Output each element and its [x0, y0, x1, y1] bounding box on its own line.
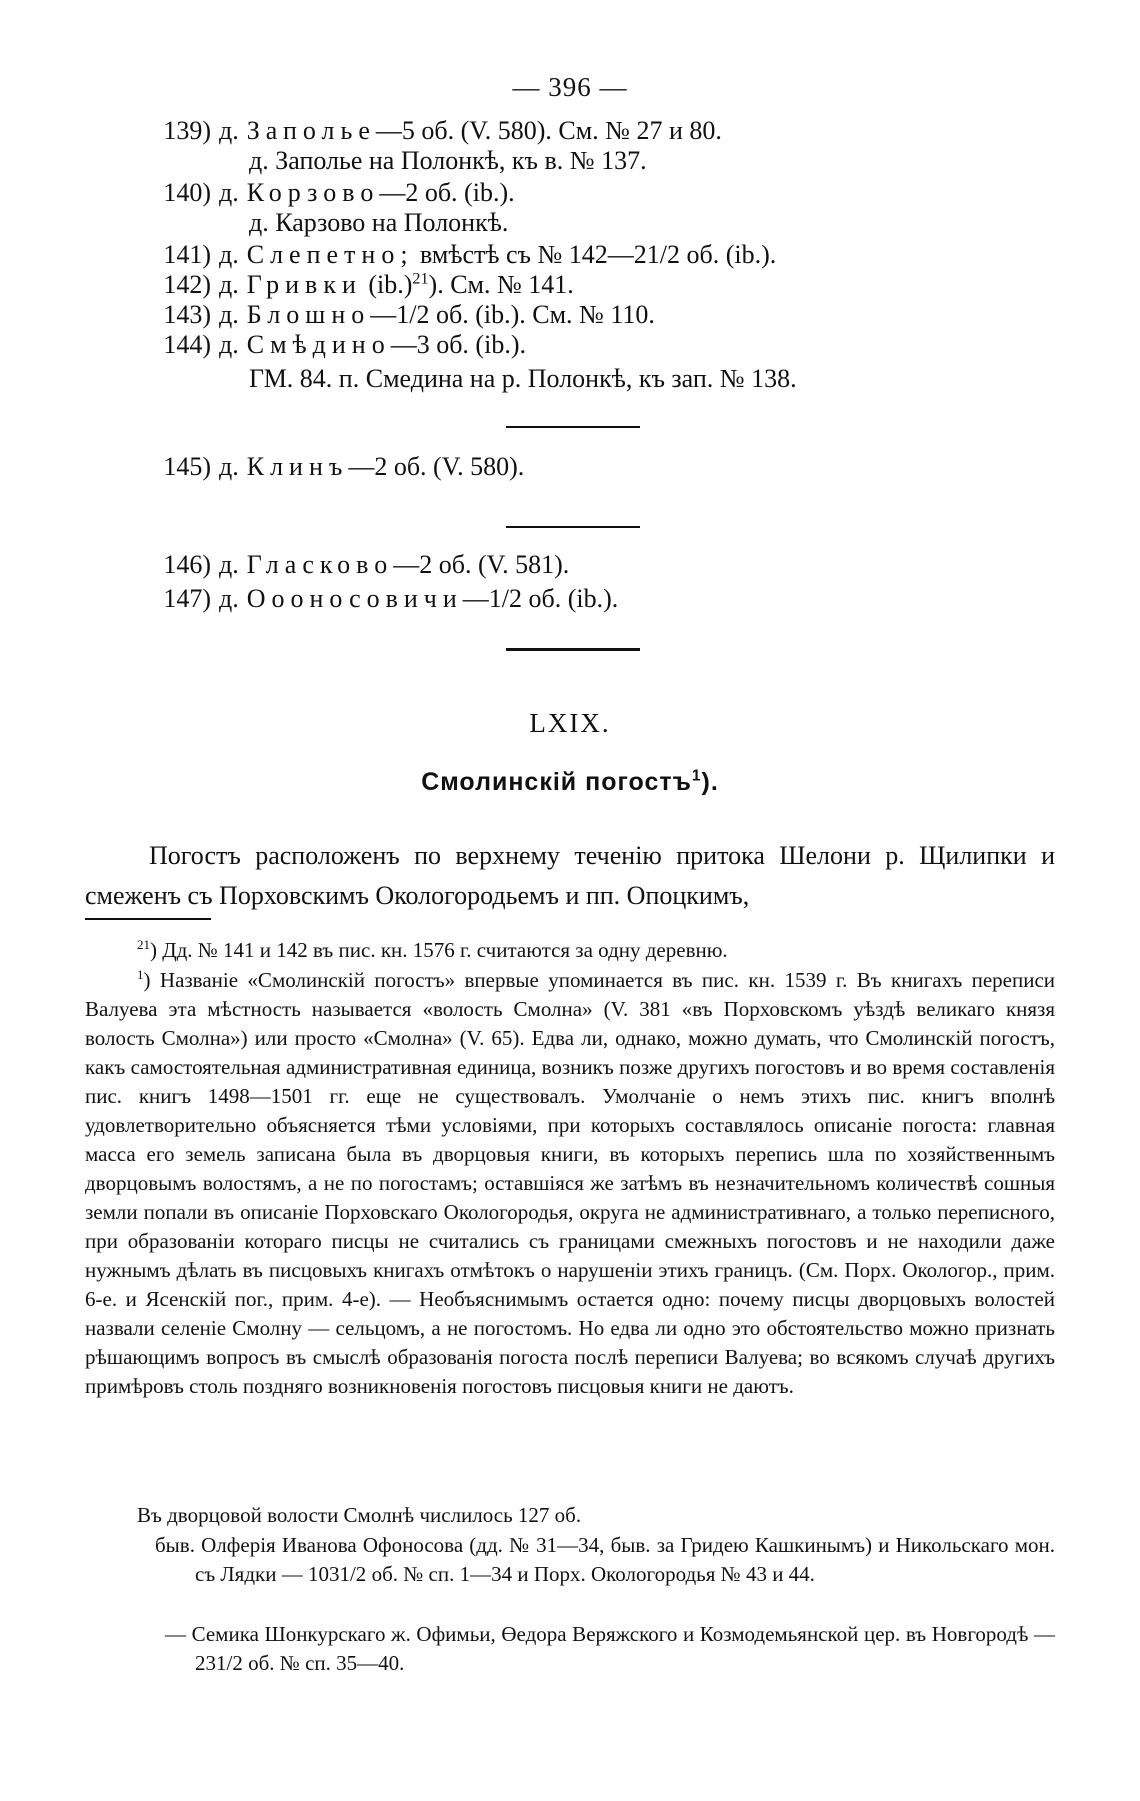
intro-paragraph: Погостъ расположенъ по верхнему теченію притока Шелони р. Щилипки и смеженъ съ Порховскимъ Окологородьемъ и пп. Опоцкимъ,	[85, 841, 1055, 910]
fraction: 1/2	[646, 240, 680, 269]
footnote-text-end: об. № сп. 35—40.	[242, 1651, 405, 1675]
entry-146	[135, 550, 569, 580]
entry-prefix: д.	[219, 550, 239, 579]
entry-prefix: д.	[219, 240, 239, 269]
entry-prefix: д.	[219, 584, 239, 613]
entry-detail: —2 об. (ib.).	[379, 178, 515, 207]
village-name: Блошно	[246, 300, 371, 329]
entry-detail: вмѣстѣ съ № 142—2	[413, 240, 647, 269]
fraction: 1/2	[216, 1651, 243, 1675]
entry-detail-end: об. (ib.). См. № 110.	[429, 300, 655, 329]
village-name: Корзово	[246, 178, 380, 207]
entry-prefix: д.	[219, 330, 239, 359]
footnote-paragraph: Въ дворцовой волости Смолнѣ числилось 127 об.	[137, 1503, 582, 1527]
footnote-separator	[85, 918, 211, 920]
fraction: 1/2	[396, 300, 430, 329]
entry-number: 145)	[163, 452, 211, 481]
footnote-list-item	[155, 1531, 1055, 1589]
footnote-text: быв. Олферія Иванова Офоносова (дд. № 31—34, быв. за Гридею Кашкинымъ) и Никольскаго мон. съ Лядки — 103	[155, 1533, 1055, 1586]
entry-140-note: д. Карзово на Полонкѣ.	[249, 208, 509, 237]
entry-139	[135, 116, 722, 146]
footnote-1	[85, 966, 1055, 1401]
entry-number: 140)	[163, 178, 211, 207]
entry-number: 141)	[163, 240, 211, 269]
entry-141	[135, 240, 776, 270]
page-number: — 396 —	[512, 72, 628, 102]
entry-number: 142)	[163, 270, 211, 299]
entry-number: 143)	[163, 300, 211, 329]
footnote-mark: 1	[137, 967, 144, 982]
entry-144-note: ГМ. 84. п. Смедина на р. Полонкѣ, къ зап. № 138.	[249, 364, 797, 393]
village-name: Оооносовичи	[246, 584, 463, 613]
entry-detail-end: об. (ib.).	[522, 584, 619, 613]
village-name: Слепетно;	[246, 240, 414, 269]
section-title	[0, 768, 1140, 797]
entry-detail: (ib.)	[361, 270, 413, 299]
entry-detail: —5 об. (V. 580). См. № 27 и 80.	[375, 116, 722, 145]
footnote-ref: 1	[691, 767, 702, 785]
footnote-ref: 21	[412, 270, 429, 288]
section-divider	[506, 648, 640, 651]
section-title-end: ).	[701, 768, 719, 796]
village-name: Клинъ	[246, 452, 349, 481]
footnote-text: — Семика Шонкурскаго ж. Офимьи, Өедора Веряжского и Козмодемьянской цер. въ Новгородѣ — 23	[165, 1622, 1055, 1675]
section-number: LXIX.	[529, 708, 611, 738]
entry-detail: —2 об. (V. 580).	[348, 452, 525, 481]
divider	[506, 526, 640, 528]
entry-139-note: д. Заполье на Полонкѣ, къ в. № 137.	[249, 146, 647, 175]
fraction: 1/2	[488, 584, 523, 613]
entry-number: 139)	[163, 116, 211, 145]
entry-142	[135, 270, 574, 300]
entry-number: 146)	[163, 550, 211, 579]
footnote-text: ) Названіе «Смолинскій погостъ» впервые упоминается въ пис. кн. 1539 г. Въ книгахъ переписи Валуева эта мѣстность называется «волость Смолна» (V. 381 «въ Порховскомъ уѣздѣ великаго князя волость Смолна») или просто «Смолна» (V. 65). Едва ли, однако, можно думать, что Смолинскій погостъ, какъ самостоятельная административная единица, возникъ позже другихъ погостовъ и во время составленія пис. книгъ 1498—1501 гг. еще не существовалъ. Умолчаніе о немъ этихъ пис. книгъ вполнѣ удовлетворительно объясняется тѣми условіями, при которыхъ составлялось описаніе погоста: главная масса его земель записана была въ дворцовыя книги, въ которыхъ перепись шла по хозяйственнымъ дворцовымъ волостямъ, а не по погостамъ; оставшіяся же затѣмъ въ незначительномъ количествѣ сошныя земли попали въ описаніе Порховскаго Окологородья, округа не административнаго, а только переписного, при образованіи котораго писцы не считались съ границами смежныхъ погостовъ и не находили даже нужнымъ дѣлать въ писцовыхъ книгахъ отмѣтокъ о нарушеніи этихъ границъ. (См. Порх. Окологор., прим. 6-е. и Ясенскій пог., прим. 4-е). — Необъяснимымъ остается одно: почему писцы дворцовыхъ волостей назвали селеніе Смолну — сельцомъ, а не погостомъ. Но едва ли одно это обстоятельство можно признать рѣшающимъ вопросъ въ смыслѣ образованія погоста послѣ переписи Валуева; во всякомъ случаѣ другихъ примѣровъ столь поздняго возникновенія погостовъ писцовыя книги не даютъ.	[85, 968, 1055, 1398]
entry-detail-end: об. (ib.).	[680, 240, 777, 269]
footnote-21	[85, 936, 1055, 965]
village-name: Гласково	[246, 550, 394, 579]
village-name: Смѣдино	[246, 330, 391, 359]
entry-prefix: д.	[219, 116, 239, 145]
entry-144	[135, 330, 526, 360]
entry-145	[135, 452, 524, 482]
entry-prefix: д.	[219, 178, 239, 207]
entry-detail: —	[462, 584, 489, 613]
entry-number: 144)	[163, 330, 211, 359]
entry-prefix: д.	[219, 270, 239, 299]
village-name: Заполье	[246, 116, 376, 145]
entry-detail: —2 об. (V. 581).	[393, 550, 570, 579]
entry-number: 147)	[163, 584, 211, 613]
footnote-list-item	[165, 1620, 1055, 1678]
entry-140	[135, 178, 515, 208]
footnote-text: ) Дд. № 141 и 142 въ пис. кн. 1576 г. считаются за одну деревню.	[150, 938, 728, 962]
divider	[506, 426, 640, 428]
entry-detail-end: ). См. № 141.	[428, 270, 574, 299]
section-title-text: Смолинскій погостъ	[421, 768, 692, 796]
entry-detail: —	[370, 300, 397, 329]
entry-detail: —3 об. (ib.).	[390, 330, 526, 359]
footnote-mark: 21	[137, 937, 151, 952]
entry-147	[135, 584, 618, 614]
village-name: Гривки	[246, 270, 362, 299]
entry-143	[135, 300, 655, 330]
footnote-text-end: об. № сп. 1—34 и Порх. Окологородья № 43 и 44.	[366, 1562, 815, 1586]
entry-prefix: д.	[219, 452, 239, 481]
fraction: 1/2	[339, 1562, 367, 1586]
entry-prefix: д.	[219, 300, 239, 329]
